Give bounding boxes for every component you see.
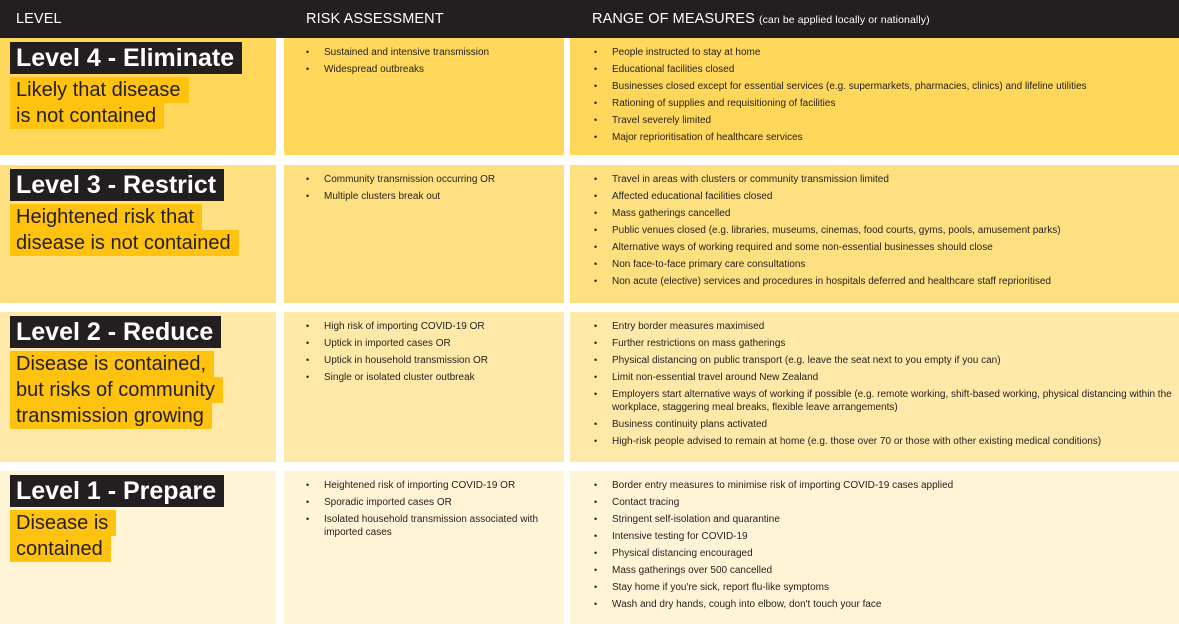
header-measures-note: (can be applied locally or nationally) [758, 14, 930, 26]
risk-item: • Isolated household transmission associated with imported cases [306, 513, 556, 539]
header-measures-label: RANGE OF MEASURES [592, 11, 755, 27]
measure-item: • Border entry measures to minimise risk of importing COVID-19 cases applied [594, 479, 1174, 492]
level-3-row [0, 165, 1179, 303]
measure-item: • Employers start alternative ways of working if possible (e.g. remote working, shift-based working, physical distancing within the workplace, staggering meal breaks, flexible leave arrangements) [594, 388, 1174, 414]
measure-item: • Entry border measures maximised [594, 320, 1174, 333]
risk-item: • High risk of importing COVID-19 OR [306, 320, 556, 333]
level-2-row [0, 312, 1179, 462]
risk-item: • Single or isolated cluster outbreak [306, 371, 556, 384]
level-3-risk-cell [284, 165, 564, 303]
measure-item: • Limit non-essential travel around New Zealand [594, 371, 1174, 384]
level-3-description [10, 204, 239, 256]
measure-item: • Alternative ways of working required and some non-essential businesses should close [594, 241, 1174, 254]
level-2-description-line: but risks of community [10, 377, 223, 403]
level-4-risk-cell [284, 38, 564, 155]
measure-item: • Stringent self-isolation and quarantine [594, 513, 1174, 526]
risk-item: • Sporadic imported cases OR [306, 496, 556, 509]
level-3-measures-list [594, 173, 1174, 292]
level-4-measures-list [594, 46, 1174, 148]
measure-item: • Contact tracing [594, 496, 1174, 509]
level-4-description-line: Likely that disease [10, 77, 189, 103]
level-4-row [0, 38, 1179, 155]
risk-item: • Heightened risk of importing COVID-19 OR [306, 479, 556, 492]
measure-item: • Non acute (elective) services and procedures in hospitals deferred and healthcare staff reprioritised [594, 275, 1174, 288]
measure-item: • High-risk people advised to remain at home (e.g. those over 70 or those with other existing medical conditions) [594, 435, 1174, 448]
risk-item: • Multiple clusters break out [306, 190, 556, 203]
measure-item: • Mass gatherings over 500 cancelled [594, 564, 1174, 577]
measure-item: • Physical distancing encouraged [594, 547, 1174, 560]
level-2-description-line: Disease is contained, [10, 351, 214, 377]
level-3-description-line: disease is not contained [10, 230, 239, 256]
measure-item: • Travel in areas with clusters or community transmission limited [594, 173, 1174, 186]
header-risk-assessment: RISK ASSESSMENT [306, 11, 444, 27]
measure-item: • Stay home if you're sick, report flu-like symptoms [594, 581, 1174, 594]
level-2-risk-cell [284, 312, 564, 462]
measure-item: • People instructed to stay at home [594, 46, 1174, 59]
risk-item: • Widespread outbreaks [306, 63, 556, 76]
measure-item: • Wash and dry hands, cough into elbow, don't touch your face [594, 598, 1174, 611]
risk-item: • Sustained and intensive transmission [306, 46, 556, 59]
level-3-level-cell [0, 165, 276, 303]
measure-item: • Businesses closed except for essential services (e.g. supermarkets, pharmacies, clinics) and lifeline utilities [594, 80, 1174, 93]
measure-item: • Major reprioritisation of healthcare services [594, 131, 1174, 144]
level-1-description-line: contained [10, 536, 111, 562]
level-1-title: Level 1 - Prepare [10, 475, 224, 507]
risk-item: • Uptick in household transmission OR [306, 354, 556, 367]
level-1-measures-list [594, 479, 1174, 615]
measure-item: • Further restrictions on mass gatherings [594, 337, 1174, 350]
level-2-level-cell [0, 312, 276, 462]
level-3-description-line: Heightened risk that [10, 204, 202, 230]
level-1-measures-cell [570, 471, 1179, 624]
level-3-title: Level 3 - Restrict [10, 169, 224, 201]
level-2-risk-list [306, 320, 556, 388]
measure-item: • Intensive testing for COVID-19 [594, 530, 1174, 543]
level-4-description-line: is not contained [10, 103, 164, 129]
level-1-risk-cell [284, 471, 564, 624]
level-3-measures-cell [570, 165, 1179, 303]
measure-item: • Non face-to-face primary care consultations [594, 258, 1174, 271]
measure-item: • Affected educational facilities closed [594, 190, 1174, 203]
level-1-level-cell [0, 471, 276, 624]
level-4-measures-cell [570, 38, 1179, 155]
level-1-row [0, 471, 1179, 624]
level-4-title: Level 4 - Eliminate [10, 42, 242, 74]
measure-item: • Public venues closed (e.g. libraries, museums, cinemas, food courts, gyms, pools, amusement parks) [594, 224, 1174, 237]
measure-item: • Travel severely limited [594, 114, 1174, 127]
risk-item: • Uptick in imported cases OR [306, 337, 556, 350]
level-4-level-cell [0, 38, 276, 155]
level-2-measures-list [594, 320, 1174, 452]
measure-item: • Physical distancing on public transport (e.g. leave the seat next to you empty if you can) [594, 354, 1174, 367]
header-level: LEVEL [16, 11, 62, 27]
level-2-measures-cell [570, 312, 1179, 462]
risk-item: • Community transmission occurring OR [306, 173, 556, 186]
table-header [0, 0, 1179, 38]
level-4-description [10, 77, 189, 129]
level-2-description [10, 351, 223, 429]
level-1-description [10, 510, 116, 562]
level-2-description-line: transmission growing [10, 403, 212, 429]
header-range-of-measures [592, 0, 930, 38]
level-2-title: Level 2 - Reduce [10, 316, 221, 348]
level-1-risk-list [306, 479, 556, 543]
level-3-risk-list [306, 173, 556, 207]
measure-item: • Educational facilities closed [594, 63, 1174, 76]
measure-item: • Mass gatherings cancelled [594, 207, 1174, 220]
level-1-description-line: Disease is [10, 510, 116, 536]
measure-item: • Business continuity plans activated [594, 418, 1174, 431]
level-4-risk-list [306, 46, 556, 80]
measure-item: • Rationing of supplies and requisitioning of facilities [594, 97, 1174, 110]
